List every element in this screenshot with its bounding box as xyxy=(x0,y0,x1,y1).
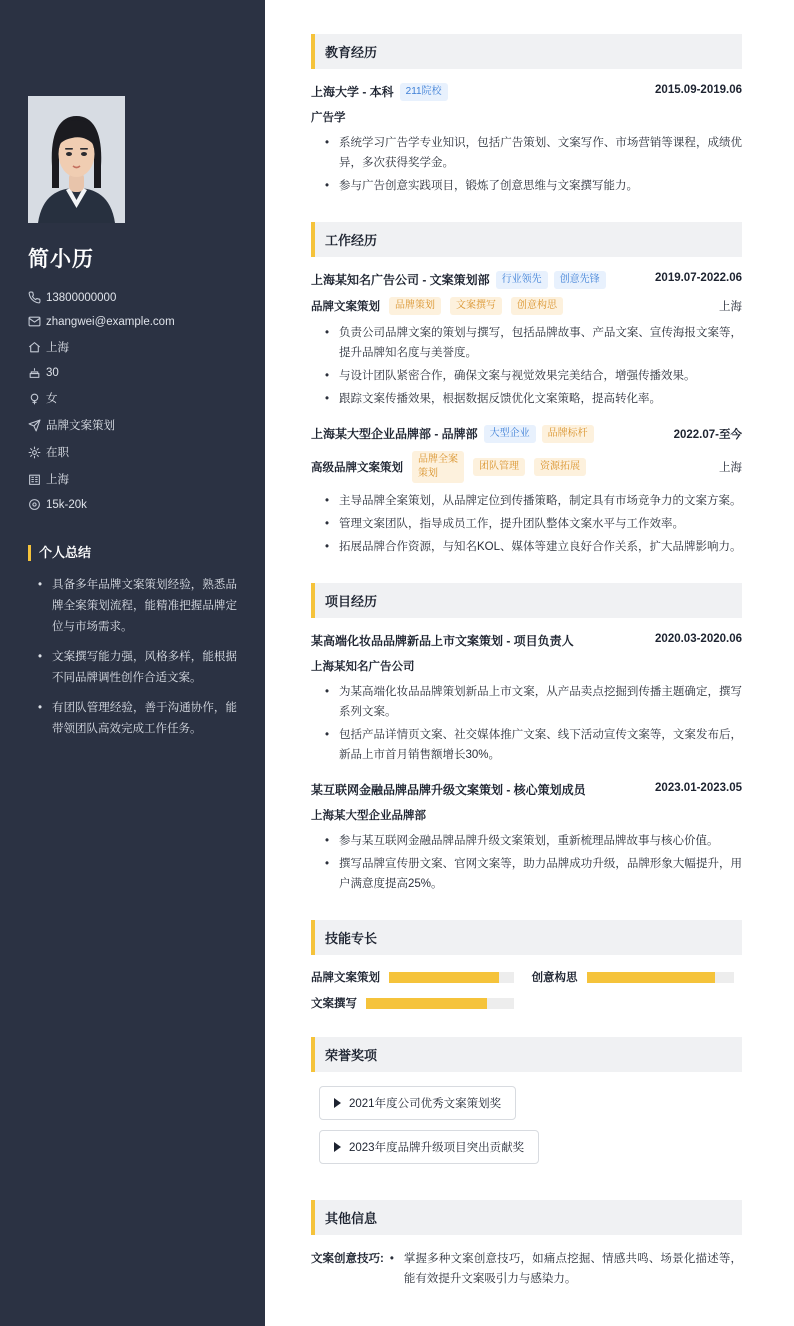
home-icon xyxy=(28,341,46,354)
work-tag: 大型企业 xyxy=(484,425,536,443)
list-item: • 负责公司品牌文案的策划与撰写，包括品牌故事、产品文案、宣传海报文案等，提升品牌知名度与美誉度。 xyxy=(325,323,742,363)
work-location: 上海 xyxy=(719,301,742,313)
skill-item xyxy=(311,969,514,985)
awards-list xyxy=(319,1086,742,1174)
project-row-2 xyxy=(311,781,742,800)
avatar xyxy=(28,96,125,223)
sidebar xyxy=(0,0,265,1326)
contact-status xyxy=(28,444,237,460)
project-name-wrap-2 xyxy=(311,781,586,800)
work-company: 上海某知名广告公司 - 文案策划部 xyxy=(311,273,490,287)
play-triangle-icon xyxy=(334,1142,341,1152)
award-label: 2021年度公司优秀文案策划奖 xyxy=(349,1098,502,1110)
work-tag: 品牌标杆 xyxy=(542,425,594,443)
list-item: • 掌握多种文案创意技巧，如痛点挖掘、情感共鸣、场景化描述等，能有效提升文案吸引力与感染力。 xyxy=(390,1249,742,1289)
education-tag: 211院校 xyxy=(400,83,448,101)
contact-phone xyxy=(28,291,237,304)
education-major: 广告学 xyxy=(311,112,346,124)
work-row-1 xyxy=(311,271,742,290)
skills-list xyxy=(311,969,742,1011)
contact-email-text: zhangwei@example.com xyxy=(46,315,175,328)
education-school-wrap xyxy=(311,83,448,102)
list-item: • 具备多年品牌文案策划经验，熟悉品牌全案策划流程，能精准把握品牌定位与市场需求。 xyxy=(34,575,237,638)
list-item: • 主导品牌全案策划，从品牌定位到传播策略，制定具有市场竞争力的文案方案。 xyxy=(325,491,742,511)
list-item: • 为某高端化妆品品牌策划新品上市文案，从产品卖点挖掘到传播主题确定，撰写系列文案。 xyxy=(325,682,742,722)
list-item: • 参与广告创意实践项目，锻炼了创意思维与文案撰写能力。 xyxy=(325,176,742,196)
award-label: 2023年度品牌升级项目突出贡献奖 xyxy=(349,1142,525,1154)
other-info xyxy=(311,1249,742,1289)
contact-city-text: 上海 xyxy=(46,342,69,354)
work-tag: 行业领先 xyxy=(496,271,548,289)
work-skill-tag: 品牌全案策划 xyxy=(412,451,464,483)
work-subrow-1 xyxy=(311,297,742,315)
list-item: • 跟踪文案传播效果，根据数据反馈优化文案策略，提高转化率。 xyxy=(325,389,742,409)
education-entry xyxy=(311,83,742,196)
work-skill-tag: 资源拓展 xyxy=(534,458,586,476)
list-item: • 包括产品详情页文案、社交媒体推广文案、线下活动宣传文案等，文案发布后，新品上市首月销售额增长30%。 xyxy=(325,725,742,765)
work-skill-tag: 品牌策划 xyxy=(389,297,441,315)
work-skill-tag: 团队管理 xyxy=(473,458,525,476)
work-tag: 创意先锋 xyxy=(554,271,606,289)
contact-position-text: 品牌文案策划 xyxy=(46,420,115,432)
candidate-name: 简小历 xyxy=(28,248,94,271)
contact-city xyxy=(28,339,237,355)
rocket-icon xyxy=(28,419,46,432)
contact-phone-text: 13800000000 xyxy=(46,291,117,304)
salary-icon xyxy=(28,498,46,511)
education-bullets xyxy=(311,133,742,196)
project-name: 某高端化妆品品牌新品上市文案策划 - 项目负责人 xyxy=(311,634,574,648)
work-entry-1 xyxy=(311,271,742,409)
contact-gender xyxy=(28,390,237,406)
phone-icon xyxy=(28,291,46,304)
skill-bar xyxy=(587,972,735,983)
contact-email xyxy=(28,315,237,328)
status-icon xyxy=(28,446,46,459)
project-name: 某互联网金融品牌品牌升级文案策划 - 核心策划成员 xyxy=(311,783,586,797)
contact-position xyxy=(28,417,237,433)
contact-salary xyxy=(28,498,237,511)
skill-name: 创意构思 xyxy=(531,972,578,984)
work-position: 品牌文案策划 xyxy=(311,301,380,313)
work-bullets-2 xyxy=(311,491,742,557)
play-triangle-icon xyxy=(334,1098,341,1108)
skill-name: 品牌文案策划 xyxy=(311,972,380,984)
project-entry-2 xyxy=(311,781,742,894)
project-org: 上海某大型企业品牌部 xyxy=(311,810,426,822)
list-item: • 系统学习广告学专业知识，包括广告策划、文案写作、市场营销等课程，成绩优异，多次获得奖学金。 xyxy=(325,133,742,173)
contact-workplace-text: 上海 xyxy=(46,474,69,486)
work-position: 高级品牌文案策划 xyxy=(311,462,403,474)
contact-gender-text: 女 xyxy=(46,393,58,405)
project-row-1 xyxy=(311,632,742,651)
work-date: 2019.07-2022.06 xyxy=(655,272,742,284)
contact-salary-text: 15k-20k xyxy=(46,498,87,511)
list-item: • 参与某互联网金融品牌品牌升级文案策划，重新梳理品牌故事与核心价值。 xyxy=(325,831,742,851)
project-bullets-2 xyxy=(311,831,742,894)
section-title-projects: 项目经历 xyxy=(311,583,742,618)
project-entry-1 xyxy=(311,632,742,765)
building-icon xyxy=(28,473,46,486)
project-name-wrap-1 xyxy=(311,632,574,651)
skill-item xyxy=(311,995,514,1011)
work-location: 上海 xyxy=(719,462,742,474)
award-item[interactable] xyxy=(319,1086,516,1120)
work-entry-2 xyxy=(311,425,742,557)
work-company: 上海某大型企业品牌部 - 品牌部 xyxy=(311,427,478,441)
main-content xyxy=(265,0,794,1326)
project-org: 上海某知名广告公司 xyxy=(311,661,415,673)
list-item: • 有团队管理经验，善于沟通协作，能带领团队高效完成工作任务。 xyxy=(34,698,237,740)
project-date: 2023.01-2023.05 xyxy=(655,782,742,794)
work-company-wrap-1 xyxy=(311,271,606,290)
work-skill-tag: 创意构思 xyxy=(511,297,563,315)
contact-list xyxy=(28,291,237,511)
list-item: • 与设计团队紧密合作，确保文案与视觉效果完美结合，增强传播效果。 xyxy=(325,366,742,386)
award-item[interactable] xyxy=(319,1130,539,1164)
education-row xyxy=(311,83,742,102)
project-date: 2020.03-2020.06 xyxy=(655,633,742,645)
summary-title: 个人总结 xyxy=(28,545,237,561)
work-company-wrap-2 xyxy=(311,425,594,444)
other-list xyxy=(390,1249,742,1289)
skill-bar xyxy=(389,972,514,983)
contact-status-text: 在职 xyxy=(46,447,69,459)
list-item: • 撰写品牌宣传册文案、官网文案等，助力品牌成功升级，品牌形象大幅提升，用户满意度提高25%。 xyxy=(325,854,742,894)
skill-bar xyxy=(366,998,514,1009)
work-subrow-2 xyxy=(311,451,742,483)
summary-list xyxy=(28,575,237,740)
cake-icon xyxy=(28,366,46,379)
work-bullets-1 xyxy=(311,323,742,409)
section-title-skills: 技能专长 xyxy=(311,920,742,955)
education-date: 2015.09-2019.06 xyxy=(655,84,742,96)
list-item: • 拓展品牌合作资源，与知名KOL、媒体等建立良好合作关系，扩大品牌影响力。 xyxy=(325,537,742,557)
skill-name: 文案撰写 xyxy=(311,998,357,1010)
list-item: • 管理文案团队，指导成员工作，提升团队整体文案水平与工作效率。 xyxy=(325,514,742,534)
work-row-2 xyxy=(311,425,742,444)
section-title-education: 教育经历 xyxy=(311,34,742,69)
work-position-wrap-1 xyxy=(311,297,563,315)
other-label: 文案创意技巧: xyxy=(311,1253,384,1265)
contact-age-text: 30 xyxy=(46,366,59,379)
avatar-illustration xyxy=(28,96,125,223)
mail-icon xyxy=(28,315,46,328)
section-title-awards: 荣誉奖项 xyxy=(311,1037,742,1072)
work-position-wrap-2 xyxy=(311,451,586,483)
gender-icon xyxy=(28,392,46,405)
section-title-other: 其他信息 xyxy=(311,1200,742,1235)
education-school: 上海大学 - 本科 xyxy=(311,85,394,99)
skill-item xyxy=(532,969,735,985)
project-bullets-1 xyxy=(311,682,742,765)
list-item: • 文案撰写能力强，风格多样，能根据不同品牌调性创作合适文案。 xyxy=(34,647,237,689)
contact-age xyxy=(28,366,237,379)
work-skill-tag: 文案撰写 xyxy=(450,297,502,315)
work-date: 2022.07-至今 xyxy=(673,429,742,441)
contact-workplace xyxy=(28,471,237,487)
section-title-work: 工作经历 xyxy=(311,222,742,257)
